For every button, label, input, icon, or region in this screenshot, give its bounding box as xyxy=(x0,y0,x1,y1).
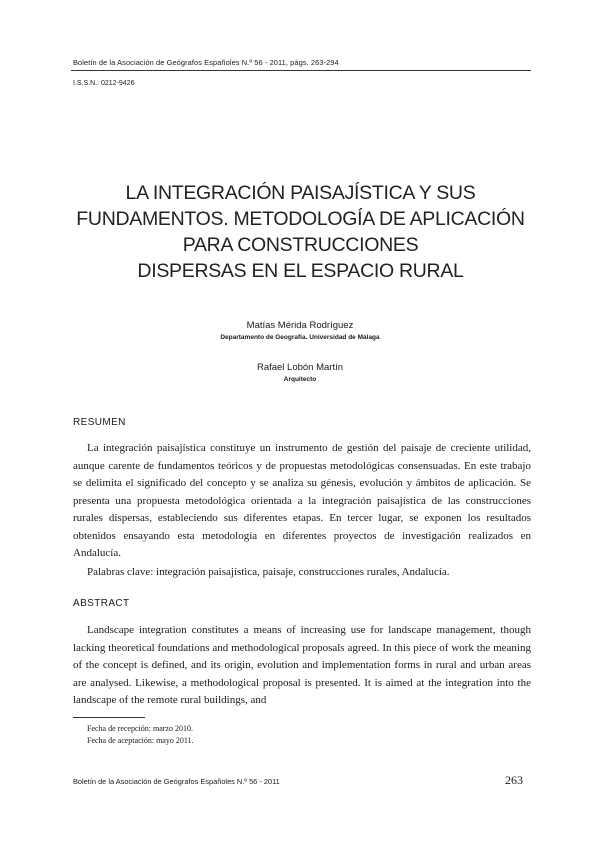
keywords-line: Palabras clave: integración paisajística, paisaje, construcciones rurales, Andalucía. xyxy=(87,566,450,578)
author-affiliation-2: Arquitecto xyxy=(283,376,317,383)
resumen-paragraph: La integración paisajística constituye un instrumento de gestión del paisaje de creciente utilidad, aunque carente de fundamentos teóricos y de propuestas metodológicas consensuadas. En este trabajo se delimita el significado del concepto y se analiza su génesis, evolución y ámbitos de aplicación. Se presenta una propuesta metodológica orientada a la integración paisajística de las construcciones rurales dispersas, estableciendo sus diferentes etapas. En tercer lugar, se exponen los resultados obtenidos ensayando esta metodología en diferentes proyectos de investigación realizados en Andalucía. xyxy=(73,442,531,559)
title-line-2: FUNDAMENTOS. METODOLOGÍA DE APLICACIÓN xyxy=(76,208,525,230)
author-affiliation-1: Departamento de Geografía. Universidad de Málaga xyxy=(220,334,380,341)
footnote-accepted: Fecha de aceptación: mayo 2011. xyxy=(87,736,194,745)
abstract-paragraph: Landscape integration constitutes a means of increasing use for landscape management, though lacking theoretical foundations and methodological proposals agreed. In this piece of work the meaning of the concept is defined, and its origin, evolution and implementation forms in rural and urban areas are analysed. Likewise, a methodological proposal is presented. It is aimed at the integration into the landscape of the remote rural buildings, and xyxy=(73,624,531,706)
author-name-2: Rafael Lobón Martín xyxy=(256,362,344,373)
running-header: Boletín de la Asociación de Geógrafos Españoles N.º 56 - 2011, págs. 263-294 xyxy=(73,58,339,67)
title-line-4: DISPERSAS EN EL ESPACIO RURAL xyxy=(137,260,464,282)
resumen-heading: RESUMEN xyxy=(73,417,126,428)
running-footer: Boletín de la Asociación de Geógrafos Españoles N.º 56 - 2011 xyxy=(73,777,280,786)
abstract-heading: ABSTRACT xyxy=(73,598,130,609)
title-line-1: LA INTEGRACIÓN PAISAJÍSTICA Y SUS xyxy=(125,182,476,204)
title-line-3: PARA CONSTRUCCIONES xyxy=(182,234,419,256)
issn-line: I.S.S.N.: 0212-9426 xyxy=(73,80,135,87)
header-divider xyxy=(71,70,531,71)
footnote-received: Fecha de recepción: marzo 2010. xyxy=(87,724,193,733)
page-number: 263 xyxy=(505,773,523,787)
author-name-1: Matías Mérida Rodríguez xyxy=(246,320,354,331)
footnote-divider xyxy=(73,717,145,718)
article-title xyxy=(60,180,541,284)
